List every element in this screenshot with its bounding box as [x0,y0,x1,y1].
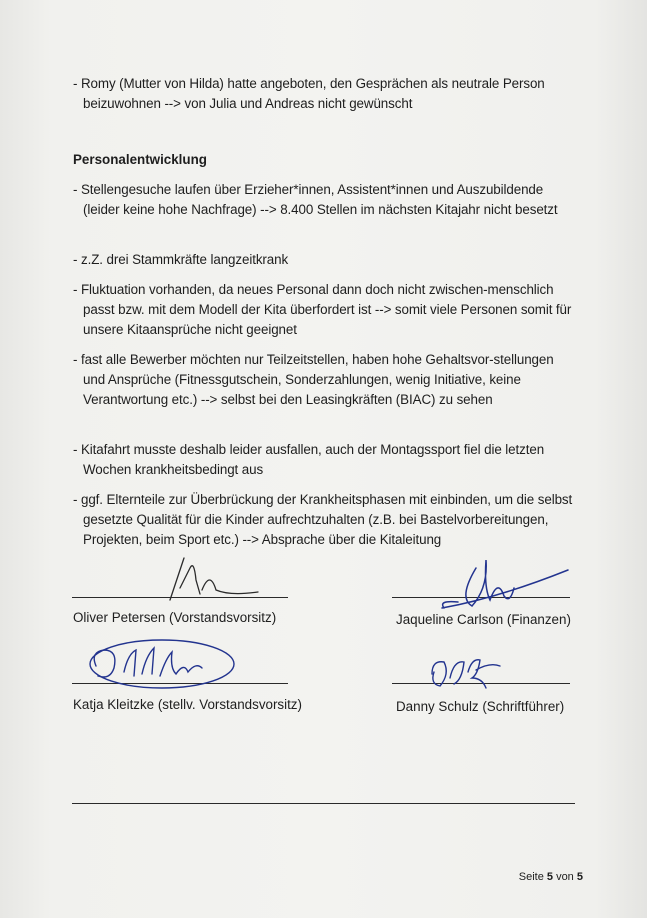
page-number-middle: von [556,871,574,883]
page-number-prefix: Seite [518,871,544,883]
bottom-line [72,803,575,804]
bullet-elternteile: - ggf. Elternteile zur Überbrückung der Krankheitsphasen mit einbinden, um die selbst gesetzte Qualität für die Kinder aufrechtzuhalten (z.B. bei Bastelvorbereitungen, Projekten, beim Sport etc.) --> Absprache über die Kitaleitung [73,492,573,547]
signature-jaqueline [428,548,578,620]
signature-oliver [140,550,270,605]
page-number [519,870,583,884]
signature-label-jaqueline: Jaqueline Carlson (Finanzen) [396,612,571,627]
page-number-total: 5 [576,871,583,883]
bullet-stellengesuche: - Stellengesuche laufen über Erzieher*innen, Assistent*innen und Auszubildende (leider keine hohe Nachfrage) --> 8.400 Stellen im nächsten Kitajahr nicht besetzt [73,182,558,217]
bullet-kitafahrt: - Kitafahrt musste deshalb leider ausfallen, auch der Montagssport fiel die letzten Wochen krankheitsbedingt aus [73,442,545,477]
signature-danny [420,652,510,694]
section-heading: Personalentwicklung [73,152,207,167]
bullet-langzeitkrank: - z.Z. drei Stammkräfte langzeitkrank [73,252,289,267]
signature-label-oliver: Oliver Petersen (Vorstandsvorsitz) [73,610,277,625]
page-number-current: 5 [546,871,553,883]
intro-bullet: - Romy (Mutter von Hilda) hatte angeboten, den Gesprächen als neutrale Person beizuwohnen --> von Julia und Andreas nicht gewünscht [73,76,545,111]
signature-katja [84,632,254,692]
signature-label-katja: Katja Kleitzke (stellv. Vorstandsvorsitz) [73,697,302,712]
bullet-bewerber: - fast alle Bewerber möchten nur Teilzeitstellen, haben hohe Gehaltsvor-stellungen und Ansprüche (Fitnessgutschein, Sonderzahlungen, wenig Initiative, keine Verantwortung etc.) --> selbst bei den Leasingkräften (BIAC) zu sehen [73,352,554,407]
bullet-fluktuation: - Fluktuation vorhanden, da neues Personal dann doch nicht zwischen-menschlich passt bzw. mit dem Modell der Kita überfordert ist --> somit viele Personen somit für unsere Kitaansprüche nicht geeignet [73,282,572,337]
signature-label-danny: Danny Schulz (Schriftführer) [396,699,565,714]
